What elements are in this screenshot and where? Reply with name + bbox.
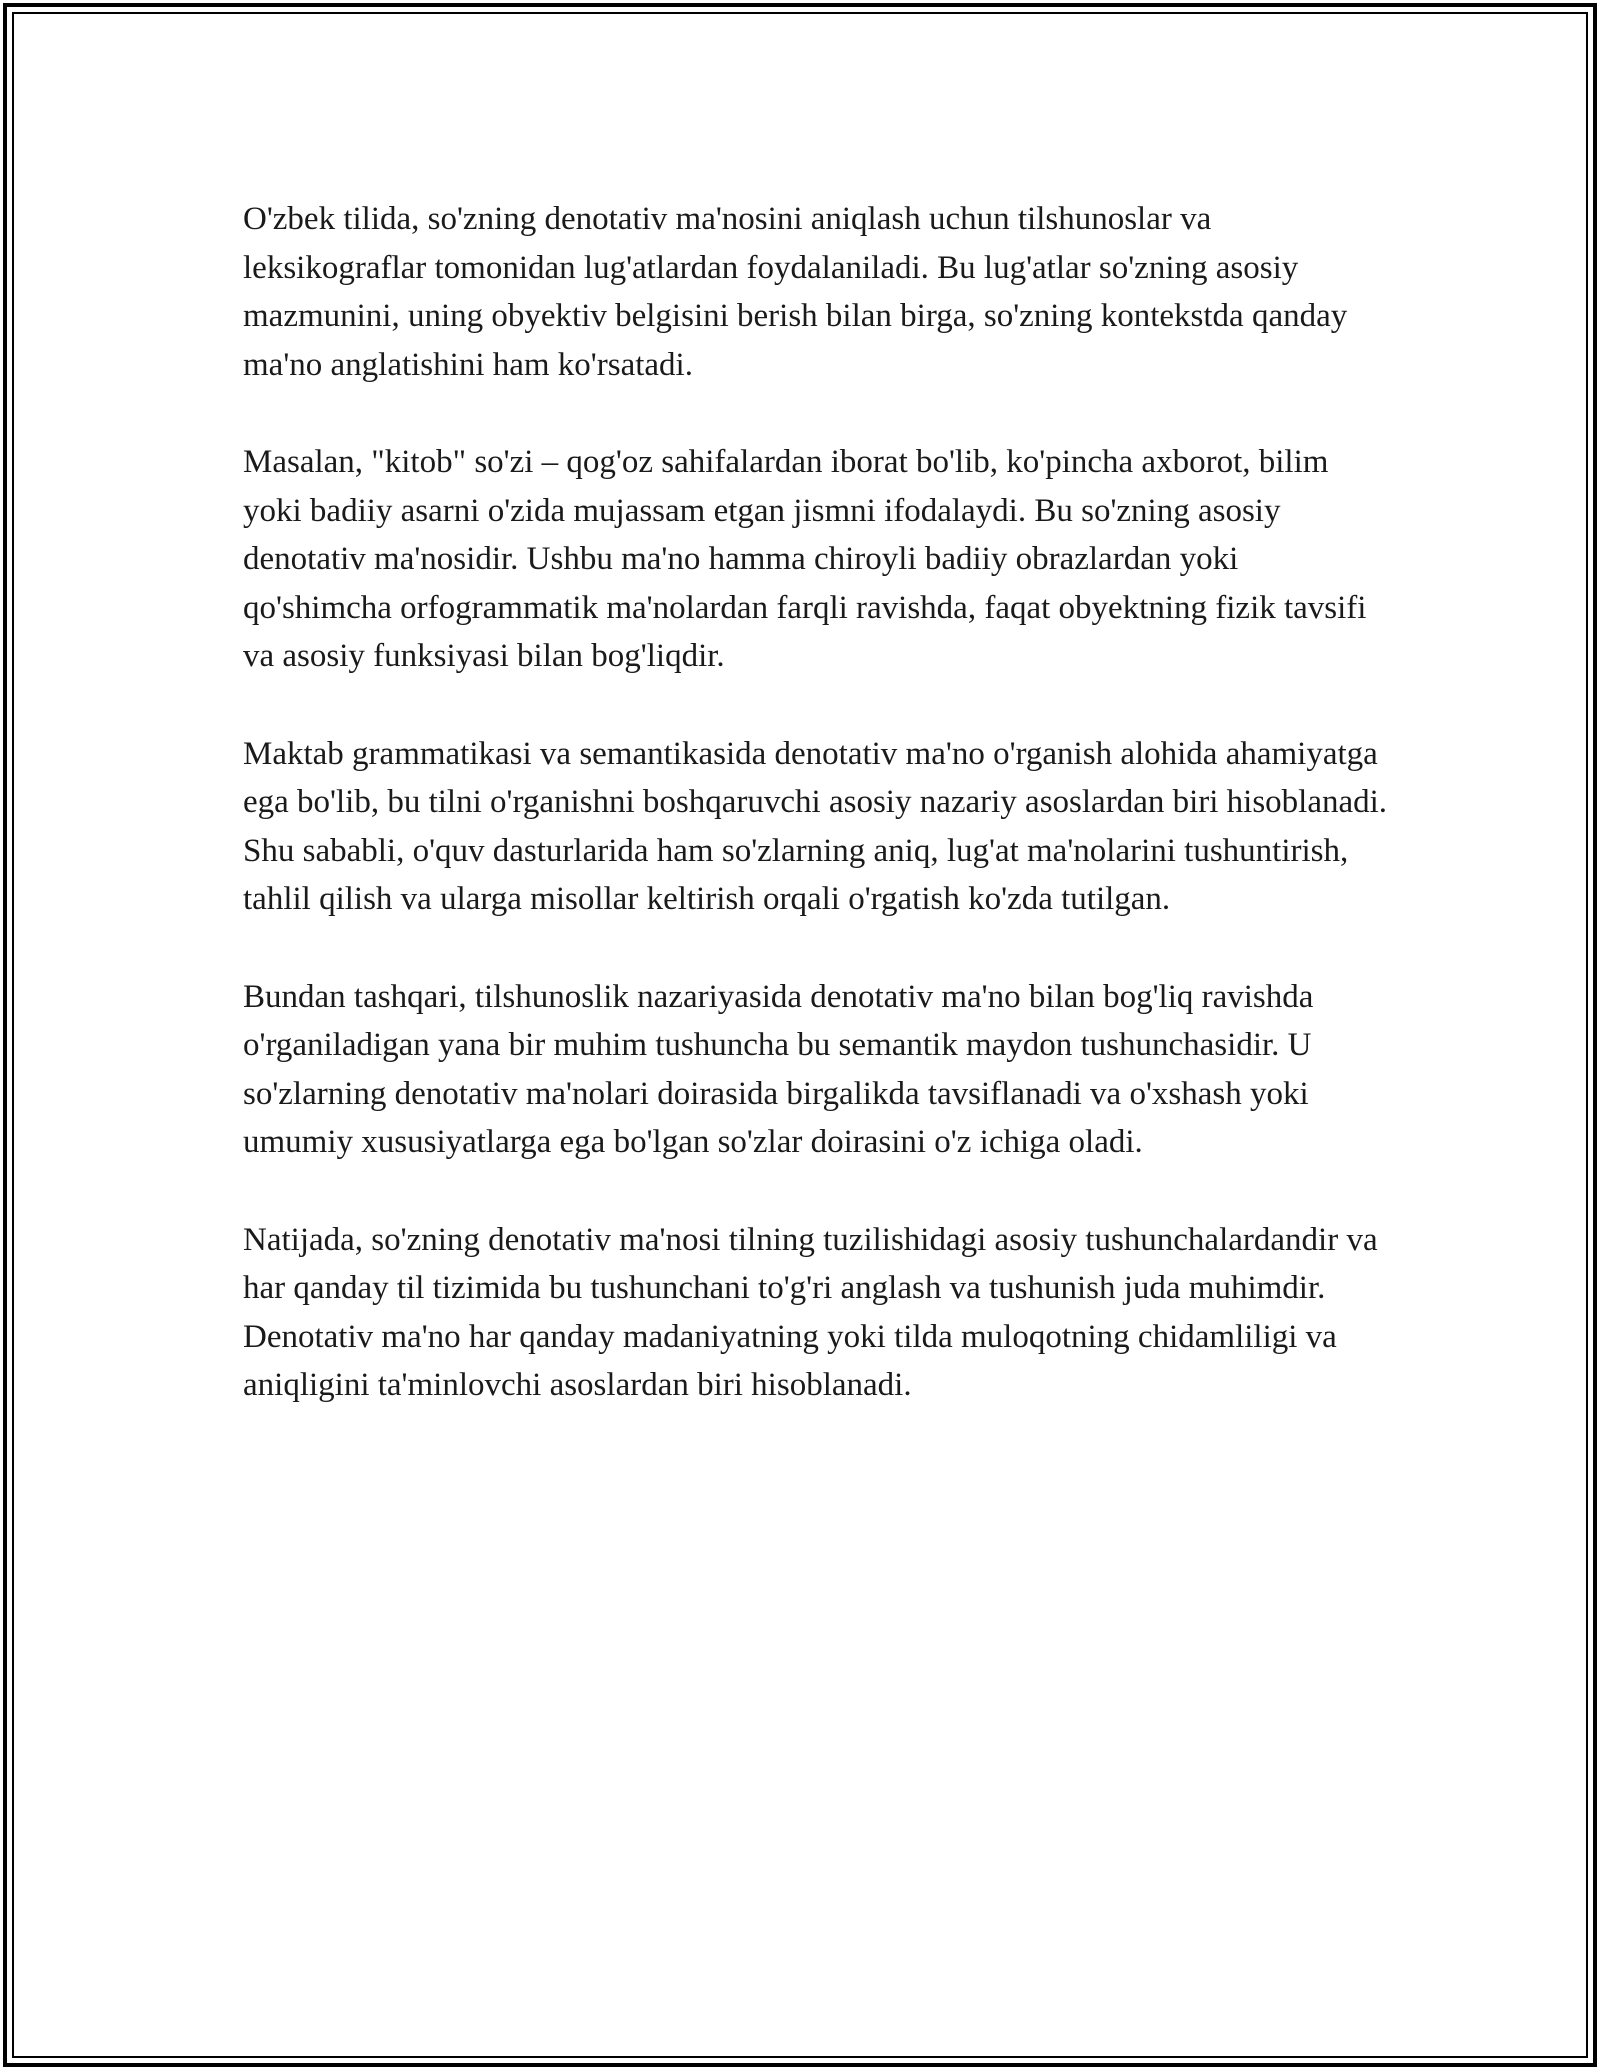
paragraph-5: Natijada, so'zning denotativ ma'nosi tilning tuzilishidagi asosiy tushunchalardandir va har qanday til tizimida bu tushunchani to'g'ri anglash va tushunish juda muhimdir. Denotativ ma'no har qanday madaniyatning yoki tilda muloqotning chidamliligi va aniqligini ta'minlovchi asoslardan biri hisoblanadi. — [243, 1221, 1378, 1403]
page-border — [3, 3, 1597, 2067]
paragraph-1: O'zbek tilida, so'zning denotativ ma'nosini aniqlash uchun tilshunoslar va leksikograflar tomonidan lug'atlardan foydalaniladi. Bu lug'atlar so'zning asosiy mazmunini, uning obyektiv belgisini berish bilan birga, so'zning kontekstda qanday ma'no anglatishini ham ko'rsatadi. — [243, 201, 1348, 383]
document-body — [243, 195, 1393, 1459]
paragraph-4: Bundan tashqari, tilshunoslik nazariyasida denotativ ma'no bilan bog'liq ravishda o'rganiladigan yana bir muhim tushuncha bu semantik maydon tushunchasidir. U so'zlarning denotativ ma'nolari doirasida birgalikda tavsiflanadi va o'xshash yoki umumiy xususiyatlarga ega bo'lgan so'zlar doirasini o'z ichiga oladi. — [243, 978, 1314, 1160]
paragraph-3: Maktab grammatikasi va semantikasida denotativ ma'no o'rganish alohida ahamiyatga ega bo'lib, bu tilni o'rganishni boshqaruvchi asosiy nazariy asoslardan biri hisoblanadi. Shu sababli, o'quv dasturlarida ham so'zlarning aniq, lug'at ma'nolarini tushuntirish, tahlil qilish va ularga misollar keltirish orqali o'rgatish ko'zda tutilgan. — [243, 735, 1388, 917]
paragraph-2: Masalan, "kitob" so'zi – qog'oz sahifalardan iborat bo'lib, ko'pincha axborot, bilim yoki badiiy asarni o'zida mujassam etgan jismni ifodalaydi. Bu so'zning asosiy denotativ ma'nosidir. Ushbu ma'no hamma chiroyli badiiy obrazlardan yoki qo'shimcha orfogrammatik ma'nolardan farqli ravishda, faqat obyektning fizik tavsifi va asosiy funksiyasi bilan bog'liqdir. — [243, 444, 1367, 674]
